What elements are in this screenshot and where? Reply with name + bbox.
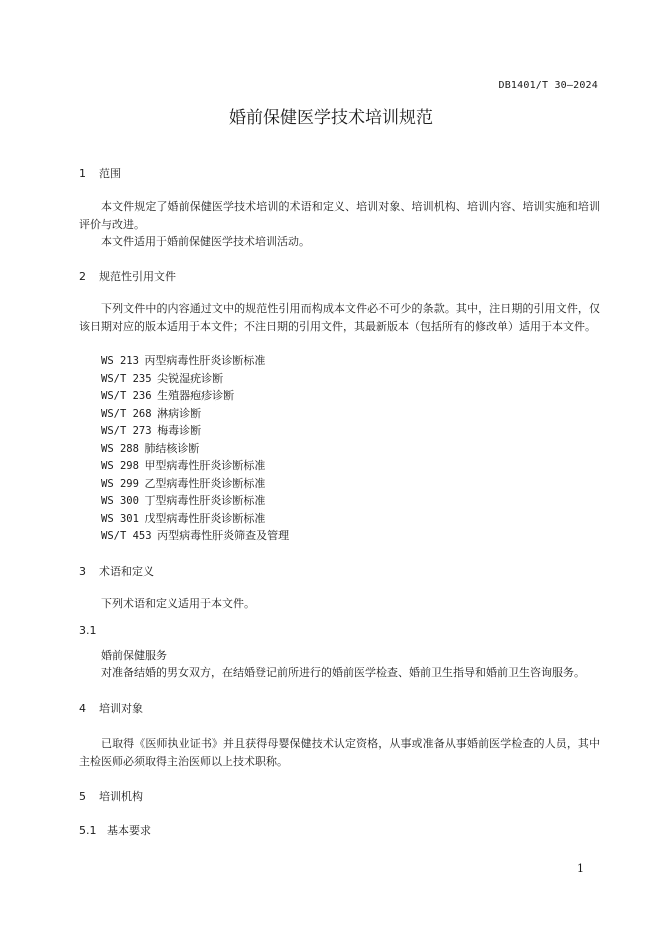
reference-item: [101, 510, 289, 528]
reference-name: 乙型病毒性肝炎诊断标准: [144, 476, 266, 490]
reference-code: WS/T 273: [101, 425, 152, 437]
section-title: 规范性引用文件: [99, 270, 176, 283]
section-4-paragraph-1: 已取得《医师执业证书》并且获得母婴保健技术认定资格，从事或准备从事婚前医学检查的人员，其中主检医师必须取得主治医师以上技术职称。: [79, 737, 600, 768]
reference-code: WS/T 453: [101, 530, 152, 542]
reference-code: WS 301: [101, 512, 139, 525]
subsection-number: 5.1: [79, 824, 97, 837]
section-number: 3: [79, 565, 86, 578]
subsection-3-1-number: 3.1: [79, 624, 97, 637]
section-1-paragraph-1: 本文件规定了婚前保健医学技术培训的术语和定义、培训对象、培训机构、培训内容、培训实施和培训评价与改进。: [79, 200, 600, 231]
section-1-paragraph-2: 本文件适用于婚前保健医学技术培训活动。: [101, 235, 310, 248]
reference-code: WS/T 268: [101, 407, 152, 420]
reference-name: 梅毒诊断: [157, 424, 202, 437]
reference-item: [101, 352, 289, 370]
page-number: 1: [577, 862, 584, 875]
section-number: 2: [79, 270, 86, 283]
subsection-title: 基本要求: [107, 824, 151, 837]
section-4-heading: [79, 700, 143, 716]
reference-item: [101, 422, 289, 440]
term-definition: 对准备结婚的男女双方，在结婚登记前所进行的婚前医学检查、婚前卫生指导和婚前卫生咨询服务。: [101, 666, 585, 679]
reference-item: [101, 475, 289, 493]
normative-reference-list: [101, 352, 289, 545]
section-number: 1: [79, 167, 86, 180]
section-2-heading: [79, 268, 176, 284]
subsection-5-1-heading: [79, 822, 151, 838]
term-title: 婚前保健服务: [101, 649, 167, 662]
reference-name: 肺结核诊断: [144, 441, 200, 455]
reference-name: 丙型病毒性肝炎筛查及管理: [157, 529, 290, 542]
document-title: 婚前保健医学技术培训规范: [229, 108, 433, 128]
reference-code: WS/T 236: [101, 390, 152, 402]
section-number: 5: [79, 790, 86, 803]
reference-item: [101, 457, 289, 475]
reference-code: WS 288: [101, 442, 139, 455]
reference-code: WS 298: [101, 460, 139, 472]
reference-code: WS 213: [101, 355, 139, 367]
reference-name: 尖锐湿疣诊断: [157, 371, 224, 385]
reference-name: 戊型病毒性肝炎诊断标准: [144, 511, 266, 525]
reference-item: [101, 370, 289, 388]
reference-item: [101, 405, 289, 423]
section-3-heading: [79, 563, 154, 579]
reference-item: [101, 440, 289, 458]
section-number: 4: [79, 702, 86, 715]
section-1-heading: [79, 165, 121, 181]
reference-item: [101, 527, 289, 545]
section-title: 培训对象: [99, 702, 143, 715]
reference-item: [101, 387, 289, 405]
section-3-paragraph-1: 下列术语和定义适用于本文件。: [101, 597, 255, 610]
document-id: DB1401/T 30—2024: [498, 80, 598, 91]
reference-code: WS 299: [101, 477, 139, 490]
reference-code: WS/T 235: [101, 372, 152, 385]
section-title: 范围: [99, 167, 121, 180]
section-2-paragraph-1: 下列文件中的内容通过文中的规范性引用而构成本文件必不可少的条款。其中，注日期的引用文件，仅该日期对应的版本适用于本文件；不注日期的引用文件，其最新版本（包括所有的修改单）适用于本文件。: [79, 302, 600, 333]
section-title: 培训机构: [99, 790, 143, 803]
reference-name: 丁型病毒性肝炎诊断标准: [144, 494, 266, 507]
section-5-heading: [79, 788, 143, 804]
section-title: 术语和定义: [99, 565, 154, 578]
reference-item: [101, 492, 289, 510]
reference-code: WS 300: [101, 495, 139, 507]
reference-name: 丙型病毒性肝炎诊断标准: [144, 354, 266, 367]
reference-name: 甲型病毒性肝炎诊断标准: [144, 459, 266, 472]
reference-name: 生殖器疱疹诊断: [157, 389, 235, 402]
reference-name: 淋病诊断: [157, 406, 202, 420]
